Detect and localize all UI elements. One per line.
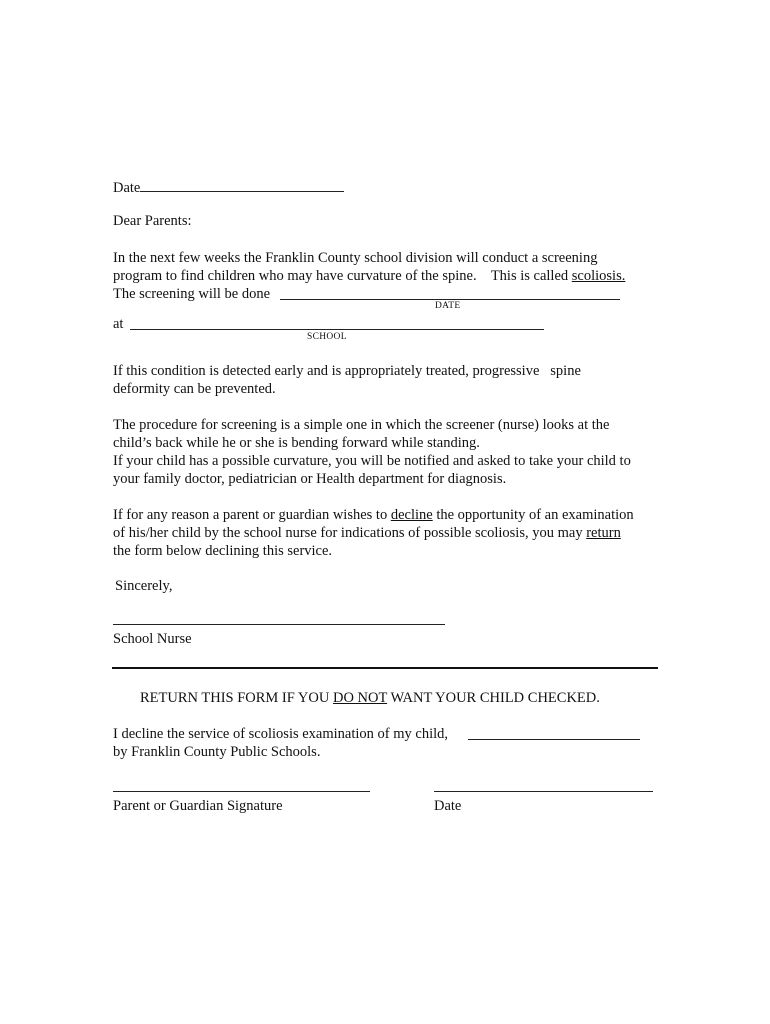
closing: Sincerely, bbox=[115, 578, 173, 594]
p4-line2-pre: of his/her child by the school nurse for indications of possible scoliosis, you may bbox=[113, 525, 587, 541]
return-heading-post: WANT YOUR CHILD CHECKED. bbox=[387, 690, 600, 706]
p2-line2: deformity can be prevented. bbox=[113, 381, 276, 397]
screening-label: The screening will be done bbox=[113, 286, 271, 302]
scoliosis-term: scoliosis. bbox=[571, 268, 626, 284]
p4-line1-pre: If for any reason a parent or guardian wishes to bbox=[113, 507, 391, 523]
decline-line2: by Franklin County Public Schools. bbox=[113, 744, 321, 760]
p2-line1: If this condition is detected early and is appropriately treated, progressive spine bbox=[113, 363, 581, 379]
return-term: return bbox=[586, 525, 621, 541]
date-line bbox=[113, 177, 344, 197]
guardian-date-label: Date bbox=[434, 798, 462, 814]
nurse-signature-line[interactable] bbox=[113, 624, 445, 625]
p3-line3: If your child has a possible curvature, you will be notified and asked to take your child to bbox=[113, 453, 631, 469]
decline-text: I decline the service of scoliosis examination of my child, bbox=[113, 726, 449, 742]
guardian-date-line[interactable] bbox=[434, 791, 653, 792]
p1-line2 bbox=[113, 267, 625, 285]
guardian-signature-label: Parent or Guardian Signature bbox=[113, 798, 283, 814]
return-heading-pre: RETURN THIS FORM IF YOU bbox=[140, 690, 333, 706]
at-label: at bbox=[113, 316, 124, 332]
p4-line1 bbox=[113, 506, 634, 524]
section-divider bbox=[112, 667, 658, 669]
date-caption: DATE bbox=[435, 301, 461, 311]
p3-line4: your family doctor, pediatrician or Health department for diagnosis. bbox=[113, 471, 507, 487]
p3-line2: child’s back while he or she is bending forward while standing. bbox=[113, 435, 480, 451]
school-caption: SCHOOL bbox=[307, 332, 347, 342]
date-label: Date bbox=[113, 180, 141, 196]
p4-line2 bbox=[113, 524, 621, 542]
child-name-blank[interactable] bbox=[468, 739, 640, 740]
school-blank[interactable] bbox=[130, 329, 544, 330]
p4-line3: the form below declining this service. bbox=[113, 543, 333, 559]
guardian-signature-line[interactable] bbox=[113, 791, 370, 792]
decline-line1 bbox=[113, 725, 448, 743]
p1-line2-text: program to find children who may have curvature of the spine. This is called bbox=[113, 268, 572, 284]
p4-line1-post: the opportunity of an examination bbox=[432, 507, 634, 523]
return-heading bbox=[140, 689, 600, 707]
p3-line1: The procedure for screening is a simple one in which the screener (nurse) looks at the bbox=[113, 417, 610, 433]
salutation: Dear Parents: bbox=[113, 213, 192, 229]
signer-title: School Nurse bbox=[113, 631, 192, 647]
screening-date-line bbox=[113, 285, 270, 303]
do-not-term: DO NOT bbox=[332, 690, 388, 706]
decline-term: decline bbox=[390, 507, 433, 523]
p1-line1: In the next few weeks the Franklin County school division will conduct a screening bbox=[113, 250, 598, 266]
date-blank[interactable] bbox=[140, 177, 344, 192]
